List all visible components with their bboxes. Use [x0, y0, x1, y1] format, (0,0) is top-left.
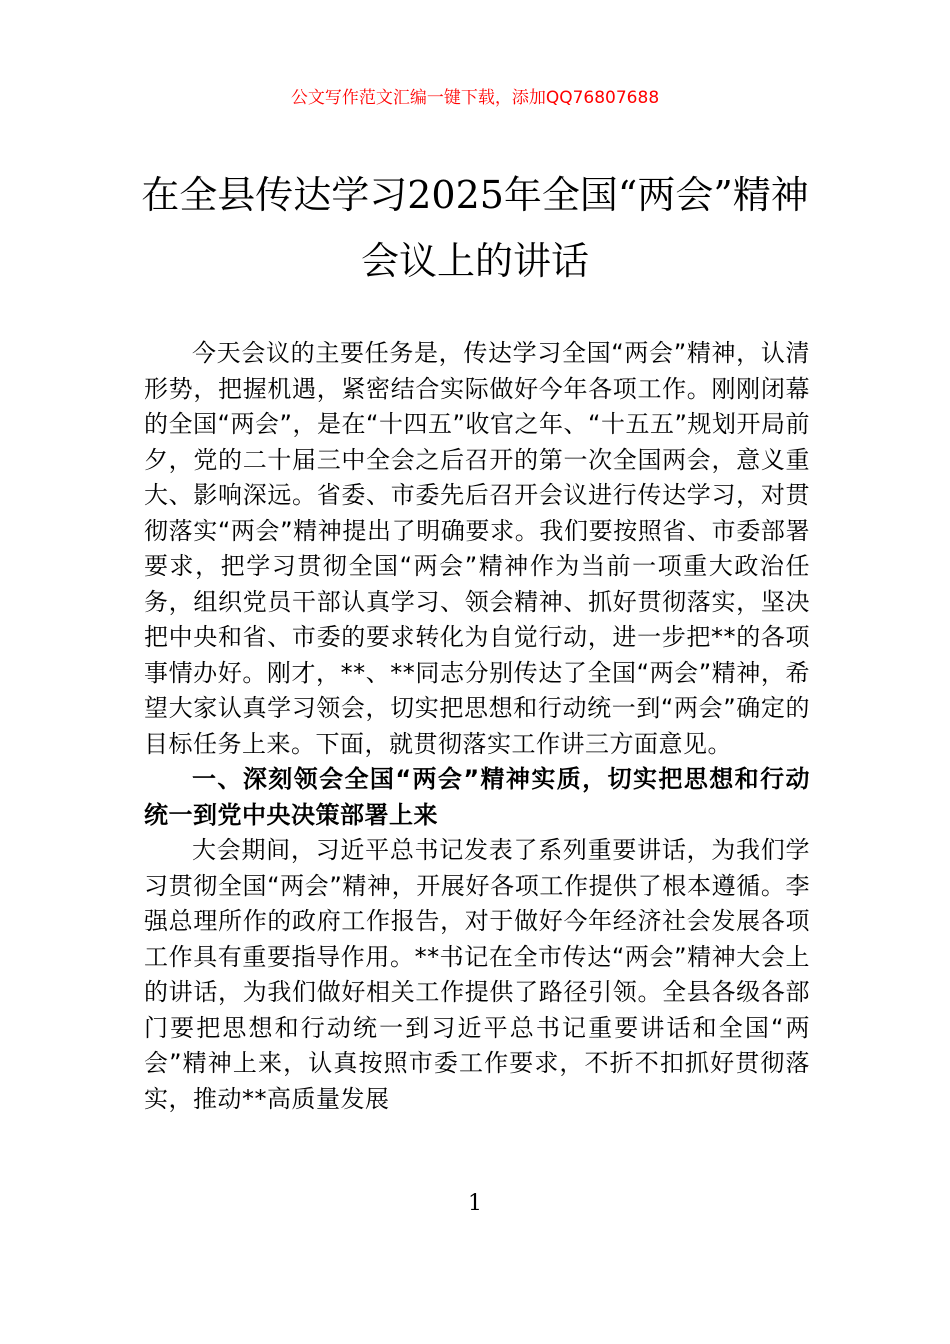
section-heading-1: 一、深刻领会全国“两会”精神实质，切实把思想和行动统一到党中央决策部署上来: [144, 765, 810, 829]
body-paragraph-section-1: 大会期间，习近平总书记发表了系列重要讲话，为我们学习贯彻全国“两会”精神，开展好各项工作提供了根本遵循。李强总理所作的政府工作报告，对于做好今年经济社会发展各项工作具有重要指导作用。**书记在全市传达“两会”精神大会上的讲话，为我们做好相关工作提供了路径引领。全县各级各部门要把思想和行动统一到习近平总书记重要讲话和全国“两会”精神上来，认真按照市委工作要求，不折不扣抓好贯彻落实，推动**高质量发展: [144, 836, 810, 1113]
download-banner: 公文写作范文汇编一键下载，添加QQ76807688: [290, 88, 660, 108]
body-paragraph-intro: 今天会议的主要任务是，传达学习全国“两会”精神，认清形势，把握机遇，紧密结合实际做好今年各项工作。刚刚闭幕的全国“两会”，是在“十四五”收官之年、“十五五”规划开局前夕，党的二十届三中全会之后召开的第一次全国两会，意义重大、影响深远。省委、市委先后召开会议进行传达学习，对贯彻落实“两会”精神提出了明确要求。我们要按照省、市委部署要求，把学习贯彻全国“两会”精神作为当前一项重大政治任务，组织党员干部认真学习、领会精神、抓好贯彻落实，坚决把中央和省、市委的要求转化为自觉行动，进一步把**的各项事情办好。刚才，**、**同志分别传达了全国“两会”精神，希望大家认真学习领会，切实把思想和行动统一到“两会”确定的目标任务上来。下面，就贯彻落实工作讲三方面意见。: [144, 339, 810, 758]
document-title-line-1: 在全县传达学习2025年全国“两会”精神: [141, 173, 809, 217]
page-number: 1: [468, 1191, 482, 1216]
document-body: [144, 336, 810, 1117]
document-title-line-2: 会议上的讲话: [360, 239, 589, 283]
